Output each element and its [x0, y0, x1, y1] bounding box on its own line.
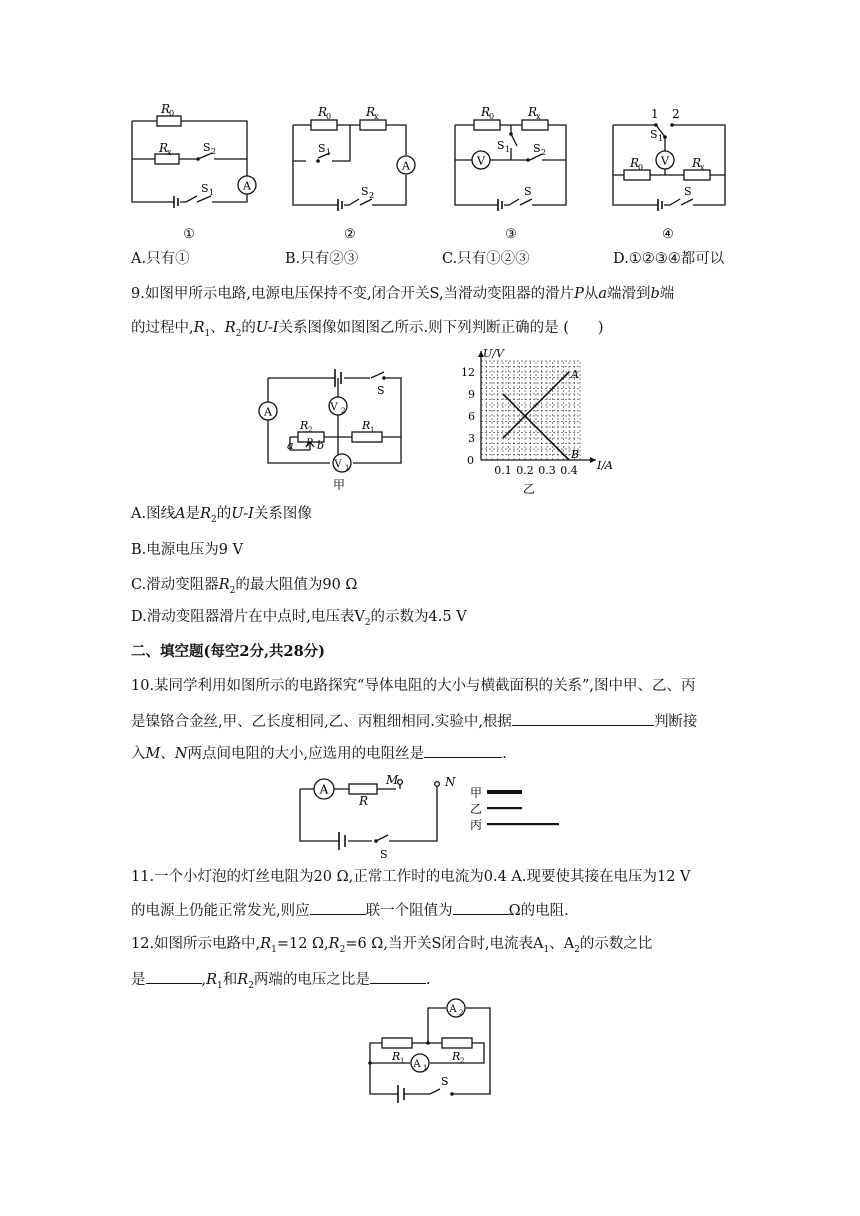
- svg-text:S: S: [361, 185, 369, 198]
- circuit-4: [613, 107, 725, 242]
- svg-text:x: x: [536, 112, 541, 121]
- svg-text:A: A: [413, 1059, 421, 1070]
- y-axis-label: U/V: [483, 347, 504, 360]
- svg-text:1: 1: [326, 148, 332, 157]
- q9-stem-line2: 的过程中$,R_1$、$R_2$的U-I关系图像如图图乙所示.则下列判断正确的是 ( ): [131, 320, 604, 339]
- svg-text:1: 1: [209, 188, 215, 197]
- svg-text:2: 2: [541, 148, 547, 157]
- circuit-1: [132, 102, 256, 242]
- svg-text:A: A: [319, 782, 329, 797]
- svg-text:2: 2: [211, 147, 217, 156]
- svg-text:2: 2: [459, 1009, 464, 1017]
- q12-stem-line1: 12.如图所示电路中$,R_1=12$ $\Omega,R_2=6$ Ω,当开关S闭合时,电流表$A_1$、$A_2$的示数之比: [131, 936, 653, 955]
- svg-text:1: 1: [651, 107, 659, 121]
- svg-text:S: S: [377, 384, 385, 397]
- svg-text:1: 1: [658, 134, 664, 143]
- section-2-title: 二、填空题(每空2分,共28分): [131, 643, 326, 660]
- svg-text:N: N: [445, 775, 456, 789]
- svg-text:2: 2: [460, 1057, 465, 1065]
- svg-text:1: 1: [345, 464, 350, 472]
- y-tick-label: 9: [468, 388, 475, 401]
- svg-text:R: R: [528, 105, 538, 119]
- svg-text:①: ①: [183, 227, 195, 242]
- svg-text:1: 1: [505, 145, 511, 154]
- q10-blank-2[interactable]: [424, 743, 502, 758]
- svg-text:R: R: [366, 105, 376, 119]
- q9-option-d[interactable]: D.滑动变阻器滑片在中点时,电压表$V_2$的示数为4.5 V: [131, 609, 467, 628]
- q12-stem-line2: 是 $,R_1$和$R_2$两端的电压之比是 .: [131, 969, 431, 996]
- y-tick-label: 3: [468, 432, 475, 445]
- x-tick-label: 0.4: [560, 464, 578, 477]
- y-tick-label: 12: [461, 366, 475, 379]
- wire-jia: [487, 790, 522, 794]
- q8-option-b[interactable]: B.只有②③: [285, 251, 359, 267]
- svg-text:V: V: [477, 154, 485, 168]
- svg-text:S: S: [441, 1075, 449, 1088]
- svg-text:x: x: [374, 112, 379, 121]
- svg-text:R: R: [630, 156, 640, 170]
- svg-text:R: R: [452, 1050, 461, 1063]
- svg-text:A: A: [449, 1004, 457, 1015]
- svg-text:S: S: [201, 182, 209, 195]
- wire-bing: [487, 823, 559, 825]
- svg-text:S: S: [497, 139, 505, 152]
- svg-text:0: 0: [169, 109, 175, 118]
- svg-text:S: S: [650, 128, 658, 141]
- x-tick-label: 0.1: [494, 464, 512, 477]
- svg-text:R: R: [359, 794, 369, 808]
- svg-text:P: P: [306, 438, 313, 449]
- svg-text:R: R: [300, 419, 309, 432]
- q10-stem-line1: 10.某同学利用如图所示的电路探究“导体电阻的大小与横截面积的关系”,图中甲、乙、丙: [131, 678, 696, 694]
- circuit-2: [293, 105, 415, 242]
- svg-text:2: 2: [308, 426, 313, 434]
- svg-text:A: A: [264, 405, 272, 419]
- svg-text:x: x: [700, 163, 705, 172]
- svg-text:2: 2: [369, 191, 375, 200]
- q8-option-c[interactable]: C.只有①②③: [442, 251, 530, 267]
- svg-text:S: S: [524, 185, 532, 198]
- svg-text:2: 2: [672, 107, 680, 121]
- svg-text:R: R: [481, 105, 491, 119]
- circuit-3: [455, 105, 566, 242]
- svg-text:0: 0: [638, 163, 644, 172]
- svg-text:甲: 甲: [332, 478, 346, 492]
- svg-text:A: A: [402, 159, 410, 173]
- svg-text:S: S: [318, 142, 326, 155]
- x-axis-arrow: [590, 457, 596, 463]
- x-axis-label: I/A: [597, 459, 613, 472]
- svg-text:S: S: [380, 848, 388, 861]
- wire-yi: [487, 807, 522, 809]
- q12-blank-1[interactable]: [146, 969, 202, 984]
- q11-stem-line2: 的电源上仍能正常发光,则应 联一个阻值为 Ω的电阻.: [131, 900, 569, 921]
- svg-text:②: ②: [344, 227, 356, 242]
- q11-stem-line1: 11.一个小灯泡的灯丝电阻为20 Ω,正常工作时的电流为0.4 A.现要使其接在电压为12 V: [131, 869, 691, 885]
- svg-text:R: R: [362, 419, 371, 432]
- q10-stem-line2: 是镍铬合金丝,甲、乙长度相同,乙、丙粗细相同.实验中,根据 判断接: [131, 711, 697, 732]
- svg-text:R: R: [392, 1050, 401, 1063]
- svg-text:S: S: [203, 141, 211, 154]
- q9-option-a[interactable]: A.图线A是$R_2$的U-I关系图像: [131, 506, 312, 525]
- x-tick-label: 0.2: [516, 464, 534, 477]
- svg-text:b: b: [317, 439, 325, 452]
- q12-circuit: [0, 995, 860, 1105]
- q11-blank-2[interactable]: [453, 900, 509, 915]
- svg-text:2: 2: [341, 407, 346, 415]
- svg-text:V: V: [661, 154, 669, 168]
- q8-option-d[interactable]: D.①②③④都可以: [613, 251, 725, 267]
- x-tick-label: 0.3: [538, 464, 556, 477]
- q10-circuit: [0, 765, 860, 865]
- q8-option-a[interactable]: A.只有①: [131, 251, 190, 267]
- svg-text:1: 1: [400, 1057, 405, 1065]
- q10-blank-1[interactable]: [512, 711, 654, 726]
- svg-text:M: M: [386, 773, 399, 787]
- svg-text:③: ③: [505, 227, 517, 242]
- svg-text:乙: 乙: [470, 802, 483, 816]
- svg-text:0: 0: [326, 112, 332, 121]
- svg-text:V: V: [334, 459, 342, 470]
- q10-stem-line3: 入M、N两点间电阻的大小,应选用的电阻丝是 .: [131, 743, 507, 764]
- q12-blank-2[interactable]: [370, 969, 426, 984]
- svg-text:R: R: [692, 156, 702, 170]
- svg-text:V: V: [330, 402, 338, 413]
- origin-label: 0: [467, 454, 474, 467]
- svg-text:0: 0: [489, 112, 495, 121]
- svg-text:1: 1: [423, 1064, 428, 1072]
- svg-text:x: x: [167, 148, 172, 157]
- q9-option-b[interactable]: B.电源电压为9 V: [131, 542, 244, 558]
- svg-text:甲: 甲: [470, 786, 483, 800]
- svg-text:丙: 丙: [470, 818, 483, 832]
- q9-stem-line1: 9.如图甲所示电路,电源电压保持不变,闭合开关S,当滑动变阻器的滑片P从a端滑到b端: [131, 286, 675, 302]
- svg-text:R: R: [318, 105, 328, 119]
- q8-circuit-figures: [0, 0, 860, 245]
- svg-text:R: R: [159, 141, 169, 155]
- chart-caption: 乙: [522, 482, 536, 496]
- series-label-B: B: [571, 448, 580, 461]
- svg-text:1: 1: [370, 426, 375, 434]
- q11-blank-1[interactable]: [310, 900, 366, 915]
- svg-text:A: A: [243, 179, 251, 193]
- svg-text:④: ④: [662, 227, 674, 242]
- y-tick-label: 6: [468, 410, 475, 423]
- svg-text:R: R: [161, 102, 171, 116]
- series-label-A: A: [571, 368, 579, 381]
- q9-option-c[interactable]: C.滑动变阻器$R_2$的最大阻值为90 Ω: [131, 577, 358, 596]
- svg-text:S: S: [684, 185, 692, 198]
- svg-text:S: S: [533, 142, 541, 155]
- q9-chart-yi: [0, 345, 860, 505]
- svg-text:a: a: [287, 439, 294, 452]
